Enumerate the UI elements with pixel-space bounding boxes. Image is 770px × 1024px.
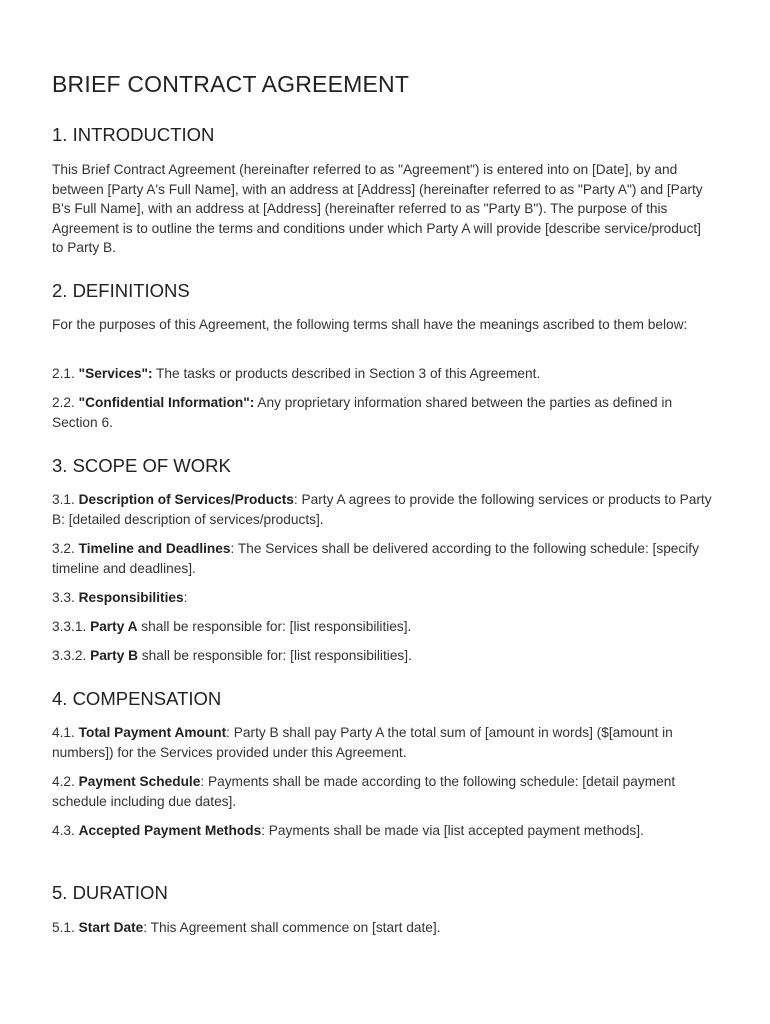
section-heading-definitions: 2. DEFINITIONS — [52, 280, 190, 301]
clause-3-3-1: 3.3.1. Party A shall be responsible for: [list responsibilities]. — [52, 619, 412, 634]
section-heading-compensation: 4. COMPENSATION — [52, 688, 222, 709]
document-title: BRIEF CONTRACT AGREEMENT — [52, 71, 410, 97]
clause-3-2: 3.2. Timeline and Deadlines: The Services shall be delivered according to the following schedule: [specify timeline and deadlines]. — [52, 541, 699, 576]
clause-3-3: 3.3. Responsibilities: — [52, 590, 188, 605]
section-heading-scope-of-work: 3. SCOPE OF WORK — [52, 455, 231, 476]
clause-2-1: 2.1. "Services": The tasks or products described in Section 3 of this Agreement. — [52, 366, 541, 381]
definitions-intro-paragraph: For the purposes of this Agreement, the following terms shall have the meanings ascribed to them below: — [52, 317, 688, 332]
clause-5-1: 5.1. Start Date: This Agreement shall commence on [start date]. — [52, 920, 441, 935]
clause-4-3: 4.3. Accepted Payment Methods: Payments shall be made via [list accepted payment methods]. — [52, 823, 644, 838]
clause-3-1: 3.1. Description of Services/Products: Party A agrees to provide the following services or products to Party B: [detailed description of services/products]. — [52, 492, 712, 527]
clause-4-2: 4.2. Payment Schedule: Payments shall be made according to the following schedule: [detail payment schedule including due dates]. — [52, 774, 676, 809]
introduction-paragraph: This Brief Contract Agreement (hereinafter referred to as "Agreement") is entered into on [Date], by and between [Party A's Full Name], with an address at [Address] (hereinafter referred to as "Party A") and [Party B's Full Name], with an address at [Address] (hereinafter referred to as "Party B"). The purpose of this Agreement is to outline the terms and conditions under which Party A will provide [describe service/product] to Party B. — [52, 162, 703, 255]
clause-3-3-2: 3.3.2. Party B shall be responsible for: [list responsibilities]. — [52, 648, 412, 663]
section-heading-introduction: 1. INTRODUCTION — [52, 124, 215, 145]
section-heading-duration: 5. DURATION — [52, 882, 168, 903]
clause-2-2: 2.2. "Confidential Information": Any proprietary information shared between the parties as defined in Section 6. — [52, 395, 673, 430]
clause-4-1: 4.1. Total Payment Amount: Party B shall pay Party A the total sum of [amount in words] ($[amount in numbers]) for the Services provided under this Agreement. — [52, 725, 673, 760]
